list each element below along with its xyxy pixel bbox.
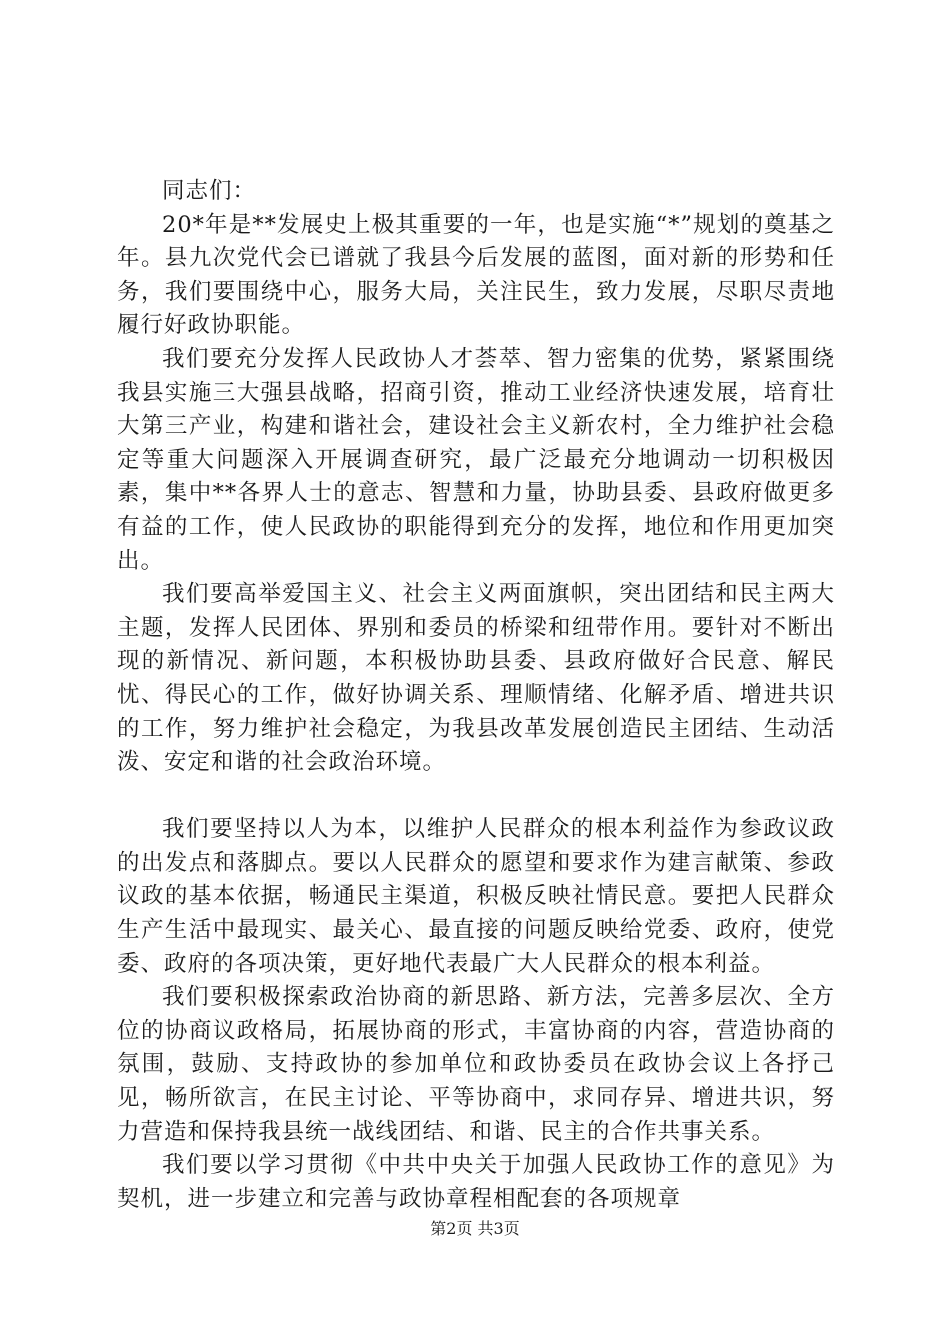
paragraph-gap [117, 780, 835, 814]
body-paragraph: 20*年是**发展史上极其重要的一年，也是实施“*”规划的奠基之年。县九次党代会已谱就了我县今后发展的蓝图，面对新的形势和任务，我们要围绕中心，服务大局，关注民生，致力发展，尽职尽责地履行好政协职能。 [117, 211, 835, 339]
body-paragraph: 我们要高举爱国主义、社会主义两面旗帜，突出团结和民主两大主题，发挥人民团体、界别和委员的桥梁和纽带作用。要针对不断出现的新情况、新问题，本积极协助县委、县政府做好合民意、解民忧、得民心的工作，做好协调关系、理顺情绪、化解矛盾、增进共识的工作，努力维护社会稳定，为我县改革发展创造民主团结、生动活泼、安定和谐的社会政治环境。 [117, 581, 835, 776]
body-paragraph: 我们要以学习贯彻《中共中央关于加强人民政协工作的意见》为契机，进一步建立和完善与政协章程相配套的各项规章 [117, 1152, 835, 1212]
body-paragraph: 我们要充分发挥人民政协人才荟萃、智力密集的优势，紧紧围绕我县实施三大强县战略，招商引资，推动工业经济快速发展，培育壮大第三产业，构建和谐社会，建设社会主义新农村，全力维护社会稳定等重大问题深入开展调查研究，最广泛最充分地调动一切积极因素，集中**各界人士的意志、智慧和力量，协助县委、县政府做更多有益的工作，使人民政协的职能得到充分的发挥，地位和作用更加突出。 [117, 345, 835, 574]
document-body [117, 175, 835, 1216]
page-footer: 第2页 共3页 [430, 1219, 520, 1238]
body-paragraph: 我们要积极探索政治协商的新思路、新方法，完善多层次、全方位的协商议政格局，拓展协商的形式，丰富协商的内容，营造协商的氛围，鼓励、支持政协的参加单位和政协委员在政协会议上各抒己见，畅所欲言，在民主讨论、平等协商中，求同存异、增进共识，努力营造和保持我县统一战线团结、和谐、民主的合作共事关系。 [117, 984, 835, 1145]
body-paragraph: 我们要坚持以人为本，以维护人民群众的根本利益作为参政议政的出发点和落脚点。要以人民群众的愿望和要求作为建言献策、参政议政的基本依据，畅通民主渠道，积极反映社情民意。要把人民群众生产生活中最现实、最关心、最直接的问题反映给党委、政府，使党委、政府的各项决策，更好地代表最广大人民群众的根本利益。 [117, 816, 835, 977]
salutation-paragraph: 同志们： [162, 178, 257, 204]
